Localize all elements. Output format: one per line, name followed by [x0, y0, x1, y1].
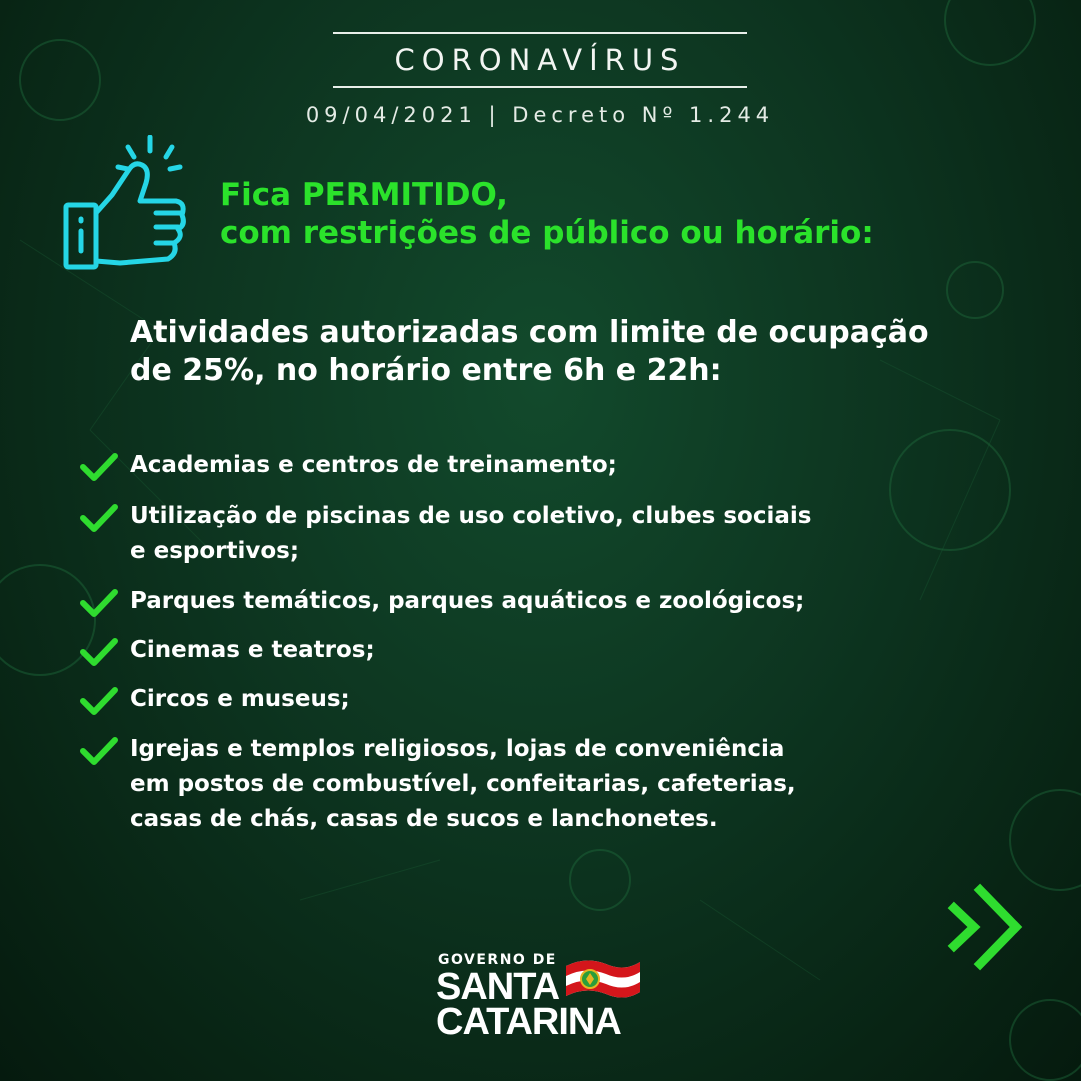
activity-line: Academias e centros de treinamento;	[130, 452, 617, 478]
intro-line-1: Atividades autorizadas com limite de ocupação	[130, 315, 929, 350]
header-title: CORONAVÍRUS	[394, 43, 686, 77]
activity-line: Parques temáticos, parques aquáticos e zoológicos;	[130, 588, 805, 614]
activity-line: Utilização de piscinas de uso coletivo, clubes sociais	[130, 503, 812, 529]
flag-icon	[562, 956, 644, 1002]
intro-text	[130, 314, 1030, 390]
governo-santa-catarina-logo	[434, 948, 664, 1043]
logo-top-text: GOVERNO DE	[438, 952, 557, 968]
decree-date-line: 09/04/2021 | Decreto Nº 1.244	[305, 103, 775, 127]
activity-line: e esportivos;	[130, 538, 300, 564]
activity-line: Circos e museus;	[130, 686, 350, 712]
activity-line: Igrejas e templos religiosos, lojas de conveniência	[130, 736, 785, 762]
check-icon	[80, 452, 118, 482]
activity-text	[130, 499, 1030, 569]
check-icon	[80, 503, 118, 533]
check-icon	[80, 637, 118, 667]
activity-text	[130, 732, 1030, 837]
activity-text	[130, 682, 1030, 717]
check-icon	[80, 588, 118, 618]
headline-line-1: Fica PERMITIDO,	[220, 177, 508, 213]
activity-text	[130, 584, 1030, 619]
header-bottom-rule	[333, 86, 747, 88]
activity-line: casas de chás, casas de sucos e lanchonetes.	[130, 806, 718, 832]
thumbs-up-icon	[60, 135, 190, 275]
activity-line: Cinemas e teatros;	[130, 637, 375, 663]
activity-text	[130, 633, 1030, 668]
activity-text	[130, 448, 1030, 483]
intro-line-2: de 25%, no horário entre 6h e 22h:	[130, 353, 722, 388]
check-icon	[80, 686, 118, 716]
logo-line-2: CATARINA	[436, 1001, 621, 1043]
check-icon	[80, 736, 118, 766]
logo-line-1: SANTA	[436, 966, 560, 1008]
headline	[220, 176, 1020, 252]
header-top-rule	[333, 32, 747, 34]
activity-line: em postos de combustível, confeitarias, cafeterias,	[130, 771, 796, 797]
headline-line-2: com restrições de público ou horário:	[220, 215, 874, 251]
double-chevron-right-icon[interactable]	[946, 882, 1026, 972]
